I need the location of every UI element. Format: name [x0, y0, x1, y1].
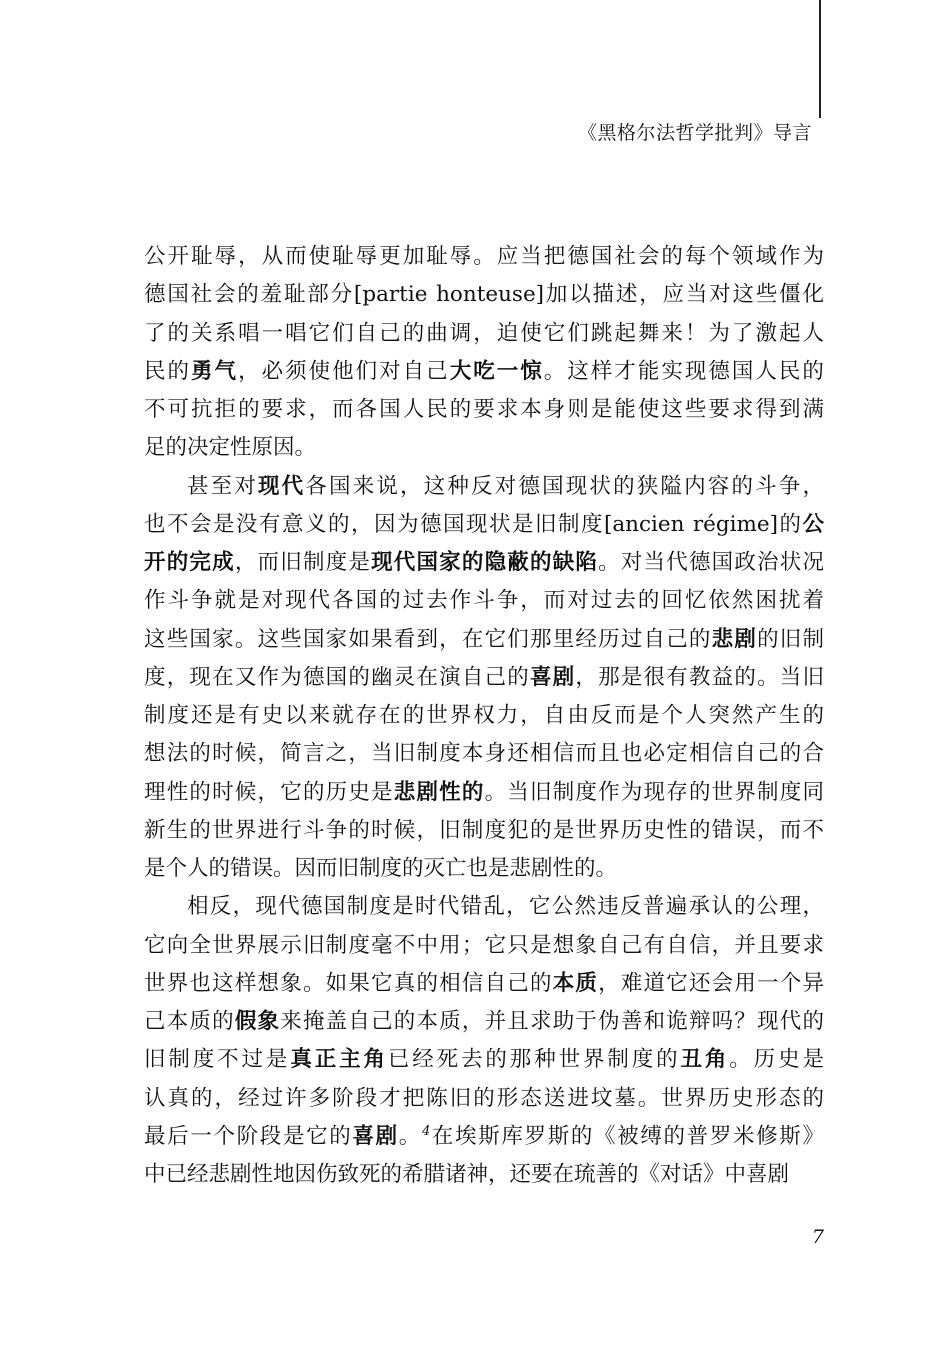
text-line [144, 659, 824, 697]
text-line [144, 697, 824, 735]
emphasis-text: 大吃一惊 [449, 358, 544, 384]
emphasis-text: 现代国家的隐蔽的缺陷 [371, 550, 599, 575]
text-line [144, 927, 824, 965]
running-head: 《黑格尔法哲学批判》导言 [577, 122, 812, 144]
text-run: 不可抗拒的要求，而各国人民的要求本身则是能使这些要求得到满 [144, 397, 824, 422]
text-run: 。对当代德国政治状况 [598, 550, 824, 575]
text-run: 的旧制 [757, 626, 824, 652]
text-run: 己本质的 [144, 1009, 235, 1034]
emphasis-text: 现代 [258, 473, 306, 499]
text-run: 理性的时候，它的历史是 [144, 779, 394, 805]
body-text [144, 238, 824, 1194]
text-run: 。当旧制度作为现存的世界制度同 [484, 779, 824, 805]
text-run: 新生的世界进行斗争的时候，旧制度犯的是世界历史性的错误，而不 [144, 817, 824, 843]
text-run: ，那是很有教益的。当旧 [575, 664, 824, 690]
text-run: 民的 [144, 358, 192, 384]
text-line [144, 468, 824, 506]
text-run: 它向全世界展示旧制度毫不中用；它只是想象自己有自信，并且要求 [144, 932, 824, 958]
emphasis-text: 假象 [234, 1009, 281, 1034]
text-run: 作斗争就是对现代各国的过去作斗争，而对过去的回忆依然困扰着 [144, 588, 824, 614]
text-line [144, 391, 824, 429]
text-run: ，难道它还会用一个异 [598, 970, 824, 996]
text-line [144, 812, 824, 850]
text-run: 在埃斯库罗斯的《被缚的普罗米修斯》 [430, 1123, 824, 1149]
text-run: 认真的，经过许多阶段才把陈旧的形态送进坟墓。世界历史形态的 [144, 1085, 824, 1111]
emphasis-text: 悲剧 [711, 626, 758, 652]
emphasis-text: 真正主角 [290, 1047, 388, 1073]
emphasis-text: 丑角 [680, 1047, 730, 1073]
text-run: 德国社会的羞耻部分[partie honteuse]加以描述，应当对这些僵化 [144, 282, 824, 308]
text-line [144, 621, 824, 659]
text-run: 来掩盖自己的本质，并且求助于伪善和诡辩吗？现代的 [280, 1009, 824, 1034]
emphasis-text: 勇气 [191, 358, 239, 384]
text-run: 制度还是有史以来就存在的世界权力，自由反而是个人突然产生的 [144, 703, 824, 728]
text-line [144, 1080, 824, 1118]
emphasis-text: 开的完成 [144, 550, 235, 575]
text-run: 度，现在又作为德国的幽灵在演自己的 [144, 664, 530, 690]
text-line [144, 735, 824, 773]
text-line [144, 238, 824, 276]
text-line [144, 544, 824, 582]
text-line [144, 850, 824, 888]
emphasis-text: 公 [802, 511, 824, 537]
text-run: 想法的时候，简言之，当旧制度本身还相信而且也必定相信自己的合 [144, 741, 824, 767]
text-run: 。这样才能实现德国人民的 [543, 358, 824, 384]
text-run: 这些国家。这些国家如果看到，在它们那里经历过自己的 [144, 626, 712, 652]
text-run: 。 [398, 1123, 422, 1149]
text-line [144, 315, 824, 353]
text-run: 是个人的错误。因而旧制度的灭亡也是悲剧性的。 [144, 856, 618, 881]
text-run: 相反，现代德国制度是时代错乱，它公然违反普遍承认的公理， [187, 894, 824, 920]
text-run: ，而旧制度是 [234, 550, 372, 575]
text-run: 中已经悲剧性地因伤致死的希腊诸神，还要在琉善的《对话》中喜剧 [144, 1162, 790, 1187]
footnote-marker: 4 [421, 1123, 431, 1139]
emphasis-text: 本质 [552, 970, 599, 996]
text-run: 各国来说，这种反对德国现状的狭隘内容的斗争， [305, 473, 824, 499]
page-number: 7 [811, 1226, 824, 1248]
text-run: 甚至对 [187, 473, 259, 499]
emphasis-text: 悲剧性的 [393, 779, 485, 805]
text-line [144, 888, 824, 926]
text-run: 足的决定性原因。 [144, 435, 317, 461]
paragraph [144, 888, 824, 1194]
text-line [144, 1118, 824, 1156]
text-run: 旧制度不过是 [144, 1047, 291, 1073]
text-line [144, 1156, 824, 1194]
paragraph [144, 468, 824, 889]
text-line [144, 1041, 824, 1079]
paragraph [144, 238, 824, 468]
text-line [144, 353, 824, 391]
text-line [144, 582, 824, 620]
text-line [144, 506, 824, 544]
text-run: 公开耻辱，从而使耻辱更加耻辱。应当把德国社会的每个领域作为 [144, 244, 824, 269]
text-line [144, 774, 824, 812]
text-line [144, 429, 824, 467]
emphasis-text: 喜剧 [352, 1123, 399, 1149]
text-run: 也不会是没有意义的，因为德国现状是旧制度[ancien régime]的 [144, 511, 803, 537]
text-run: 已经死去的那种世界制度的 [387, 1047, 681, 1073]
emphasis-text: 喜剧 [530, 664, 576, 690]
text-run: 了的关系唱一唱它们自己的曲调，迫使它们跳起舞来！为了激起人 [144, 320, 824, 346]
text-run: 世界也这样想象。如果它真的相信自己的 [144, 970, 553, 996]
text-run: ，必须使他们对自己 [238, 358, 450, 384]
margin-rule [819, 0, 821, 118]
text-run: 。历史是 [729, 1047, 824, 1073]
text-run: 最后一个阶段是它的 [144, 1123, 353, 1149]
text-line [144, 1003, 824, 1041]
text-line [144, 276, 824, 314]
text-line [144, 965, 824, 1003]
